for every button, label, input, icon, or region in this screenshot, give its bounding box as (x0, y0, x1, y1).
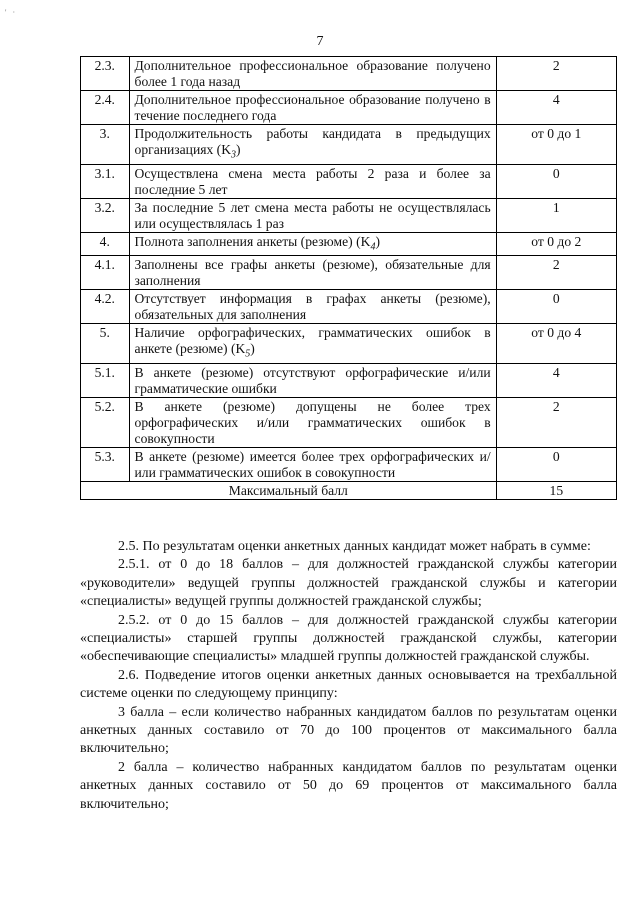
page-number: 7 (316, 34, 324, 49)
table-row (81, 164, 617, 198)
row-number: 2.4. (81, 91, 130, 125)
table-row (81, 324, 617, 364)
coefficient-index: 3 (231, 149, 237, 161)
row-description-text: В анкете (резюме) имеется более трех орфографических и/или грамматических ошибок в совокупности (134, 449, 491, 481)
row-number: 5. (81, 324, 130, 364)
row-score: от 0 до 2 (496, 232, 616, 256)
paragraph-3-points: 3 балла – если количество набранных кандидатом баллов по результатам оценки анкетных данных составило от 70 до 100 процентов от максимального балла включительно; (80, 704, 617, 757)
closing-paren: ) (375, 233, 380, 249)
total-row (81, 482, 617, 500)
row-score: 4 (496, 364, 616, 398)
total-label: Максимальный балл (81, 482, 497, 500)
row-description (129, 290, 496, 324)
body-text (80, 538, 617, 814)
closing-paren: ) (236, 142, 241, 157)
row-score: 4 (496, 91, 616, 125)
row-score: от 0 до 1 (496, 125, 616, 165)
criteria-table-body (81, 57, 617, 482)
table-row (81, 125, 617, 165)
table-row (81, 364, 617, 398)
row-number: 5.2. (81, 398, 130, 448)
row-number: 5.1. (81, 364, 130, 398)
row-number: 3. (81, 125, 130, 165)
row-description (129, 232, 496, 256)
row-description (129, 164, 496, 198)
row-description (129, 398, 496, 448)
row-description-text: Дополнительное профессиональное образование получено в течение последнего года (134, 92, 491, 123)
total-score: 15 (496, 482, 616, 500)
table-row (81, 290, 617, 324)
row-description-text: Заполнены все графы анкеты (резюме), обязательные для заполнения (134, 257, 491, 289)
row-score: от 0 до 4 (496, 324, 616, 364)
paragraph-2-5: 2.5. По результатам оценки анкетных данных кандидат может набрать в сумме: (118, 539, 591, 554)
row-description (129, 448, 496, 482)
table-row (81, 57, 617, 91)
row-description-text: В анкете (резюме) отсутствуют орфографические и/или грамматические ошибки (134, 365, 491, 397)
row-score: 1 (496, 198, 616, 232)
row-description (129, 91, 496, 125)
row-score: 0 (496, 164, 616, 198)
row-description (129, 324, 496, 364)
row-number: 3.1. (81, 164, 130, 198)
paragraph-2-points: 2 балла – количество набранных кандидатом баллов по результатам оценки анкетных данных составило от 50 до 69 процентов от максимального балла включительно; (80, 759, 617, 812)
row-description (129, 364, 496, 398)
table-row (81, 448, 617, 482)
paragraph-2-6: 2.6. Подведение итогов оценки анкетных данных основывается на трехбалльной системе оценки по следующему принципу: (80, 667, 617, 702)
row-number: 4.2. (81, 290, 130, 324)
row-score: 2 (496, 57, 616, 91)
table-row (81, 232, 617, 256)
row-description-text: Дополнительное профессиональное образование получено более 1 года назад (134, 58, 491, 89)
table-row (81, 91, 617, 125)
row-description (129, 125, 496, 165)
row-number: 5.3. (81, 448, 130, 482)
row-score: 0 (496, 290, 616, 324)
closing-paren: ) (250, 341, 255, 357)
row-description-text: Осуществлена смена места работы 2 раза и более за последние 5 лет (134, 165, 491, 197)
row-description-text: Отсутствует информация в графах анкеты (резюме), обязательных для заполнения (134, 291, 491, 323)
table-row (81, 256, 617, 290)
row-description (129, 256, 496, 290)
table-row (81, 398, 617, 448)
row-description-text: В анкете (резюме) допущены не более трех орфографических и/или грамматических ошибок в совокупности (134, 399, 491, 447)
row-number: 3.2. (81, 198, 130, 232)
row-score: 2 (496, 398, 616, 448)
row-score: 2 (496, 256, 616, 290)
coefficient-index: 4 (370, 241, 376, 253)
criteria-table (80, 56, 617, 500)
row-number: 4. (81, 232, 130, 256)
row-description (129, 198, 496, 232)
table-row (81, 198, 617, 232)
coefficient-index: 5 (245, 349, 251, 361)
paragraph-2-5-2: 2.5.2. от 0 до 15 баллов – для должностей гражданской службы категории «специалисты» старшей группы должностей гражданской службы, категории «обеспечивающие специалисты» младшей группы должностей гражданской службы. (80, 612, 617, 665)
row-score: 0 (496, 448, 616, 482)
row-description-text: За последние 5 лет смена места работы не осуществлялась или осуществлялась 1 раз (134, 199, 491, 231)
scan-mark: ' · (5, 8, 18, 17)
paragraph-2-5-1: 2.5.1. от 0 до 18 баллов – для должностей гражданской службы категории «руководители» ведущей группы должностей гражданской службы и категории «специалисты» ведущей группы должностей гражданской службы; (80, 557, 617, 610)
row-description-text: Полнота заполнения анкеты (резюме) (K (134, 233, 371, 249)
row-description-text: Наличие орфографических, грамматических ошибок в анкете (резюме) (K (134, 325, 491, 357)
row-number: 4.1. (81, 256, 130, 290)
row-description-text: Продолжительность работы кандидата в предыдущих организациях (K (134, 126, 491, 157)
row-number: 2.3. (81, 57, 130, 91)
row-description (129, 57, 496, 91)
